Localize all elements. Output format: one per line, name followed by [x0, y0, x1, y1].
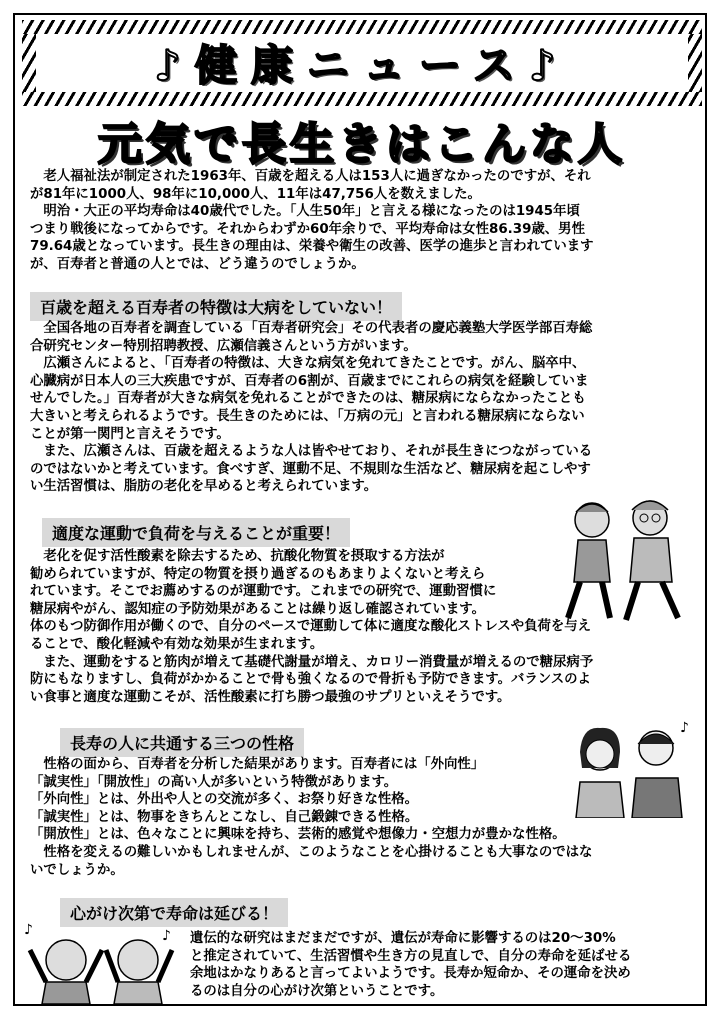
section1-line: 広瀬さんによると、「百寿者の特徴は、大きな病気を免れてきたことです。がん、脳卒中、 [30, 356, 586, 372]
section4-line: と推定されていて、生活習慣や生き方の見直しで、自分の寿命を延ばせる [190, 948, 632, 964]
svg-text:♪: ♪ [162, 928, 171, 944]
section4-heading: 心がけ次第で寿命は延びる！ [60, 898, 288, 927]
intro-line: つまり戦後になってからです。それからわずか60年余りで、平均寿命は女性86.39歳、男性 [30, 221, 585, 237]
banner-hatch-right [688, 34, 702, 92]
intro-line: 明治・大正の平均寿命は40歳代でした。「人生50年」と言える様になったのは1945年頃 [30, 204, 580, 220]
section1-line: 全国各地の百寿者を調査している「百寿者研究会」その代表者の慶応義塾大学医学部百寿総 [30, 321, 593, 336]
headline: 元気で長生きはこんな人 [98, 119, 626, 170]
title-banner [22, 20, 702, 106]
section3-line: 「開放性」とは、色々なことに興味を持ち、芸術的感覚や想像力・空想力が豊かな性格。 [30, 827, 566, 843]
intro-line: 79.64歳となっています。長生きの理由は、栄養や衛生の改善、医学の進歩と言われています [30, 239, 594, 255]
section2-line: ることで、酸化軽減や有効な効果が生まれます。 [30, 636, 324, 652]
banner-panel [36, 34, 688, 92]
section2-line: い食事と適度な運動こそが、活性酸素に打ち勝つ最強のサプリといえそうです。 [30, 689, 511, 705]
intro-paragraph [30, 168, 594, 274]
svg-text:♪: ♪ [680, 720, 689, 736]
section2-heading: 適度な運動で負荷を与えることが重要！ [42, 518, 350, 547]
section3-line: 「誠実性」「開放性」の高い人が多いという特徴があります。 [30, 774, 398, 790]
section1-line: 大きいと考えられるようです。長生きのためには、「万病の元」と言われる糖尿病にならない [30, 408, 585, 424]
cheering-elders-illustration [20, 920, 180, 1004]
section4-line: 遺伝的な研究はまだまだですが、遺伝が寿命に影響するのは20～30% [190, 931, 616, 946]
section3-line: 性格の面から、百寿者を分析した結果があります。百寿者には「外向性」 [30, 757, 485, 772]
section4-line: るのは自分の心がけ次第ということです。 [190, 983, 444, 999]
banner-hatch-left [22, 34, 36, 92]
section2-body [30, 548, 593, 706]
intro-line: が81年に1000人、98年に10,000人、11年は47,756人を数えました。 [30, 186, 481, 202]
section1-line: せんでした。」百寿者が大きな病気を免れることができたのは、糖尿病にならなかったことも [30, 391, 586, 407]
walking-couple-illustration [548, 490, 700, 628]
section3-heading: 長寿の人に共通する三つの性格 [60, 728, 304, 757]
section2-line: 体のもつ防御作用が働くので、自分のペースで運動して体に適度な酸化ストレスや負荷を与え [30, 619, 592, 635]
section3-line: 「外向性」とは、外出や人との交流が多く、お祭り好きな性格。 [30, 792, 419, 808]
banner-hatch-top [22, 20, 702, 34]
section1-line: のではないかと考えています。食べすぎ、運動不足、不規則な生活など、糖尿病を起こしやす [30, 461, 591, 477]
section1-line: ことが第一関門と言えそうです。 [30, 426, 230, 442]
section3-line: 性格を変えるの難しいかもしれませんが、このようなことを心掛けることも大事なのではな [30, 844, 593, 860]
section1-body [30, 320, 592, 496]
section2-line: れています。そこでお薦めするのが運動です。これまでの研究で、運動習慣に [30, 584, 497, 600]
section1-line: また、広瀬さんは、百歳を超えるような人は皆やせており、それが長生きにつながっている [30, 444, 593, 460]
section1-line: い生活習慣は、脂肪の老化を早めると考えられています。 [30, 479, 378, 495]
banner-title: ♪健康ニュース♪ [154, 41, 570, 90]
section3-line: いでしょうか。 [30, 862, 124, 878]
intro-line: が、百寿者と普通の人とでは、どう違うのでしょうか。 [30, 256, 365, 272]
intro-line: 老人福祉法が制定された1963年、百歳を超える人は153人に過ぎなかったのですが、それ [30, 169, 591, 184]
banner-hatch-bottom [22, 92, 702, 106]
section1-line: 合研究センター特別招聘教授、広瀬信義さんという方がいます。 [30, 338, 417, 354]
section2-line: 老化を促す活性酸素を除去するため、抗酸化物質を摂取する方法が [30, 549, 445, 564]
singing-couple-illustration [560, 718, 700, 818]
section2-line: 糖尿病やがん、認知症の予防効果があることは繰り返し確認されています。 [30, 601, 486, 617]
section4-line: 余地はかなりあると言ってよいようです。長寿か短命か、その運命を決め [190, 966, 631, 982]
section2-line: 防にもなりますし、負荷がかかることで骨も強くなるので骨折も予防できます。バランスのよ [30, 672, 591, 688]
section1-line: 心臓病が日本人の三大疾患ですが、百寿者の6割が、百歳までにこれらの病気を経験していま [30, 373, 589, 389]
section1-heading: 百歳を超える百寿者の特徴は大病をしていない！ [30, 292, 402, 321]
section4-body [190, 930, 631, 1000]
section2-line: また、運動をすると筋肉が増えて基礎代謝量が増え、カロリー消費量が増えるので糖尿病予 [30, 654, 594, 670]
svg-text:♪: ♪ [24, 922, 33, 938]
section3-line: 「誠実性」とは、物事をきちんとこなし、自己鍛錬できる性格。 [30, 809, 419, 825]
section2-line: 勧められていますが、特定の物質を摂り過ぎるのもあまりよくないと考えら [30, 566, 486, 582]
section3-body [30, 756, 592, 879]
